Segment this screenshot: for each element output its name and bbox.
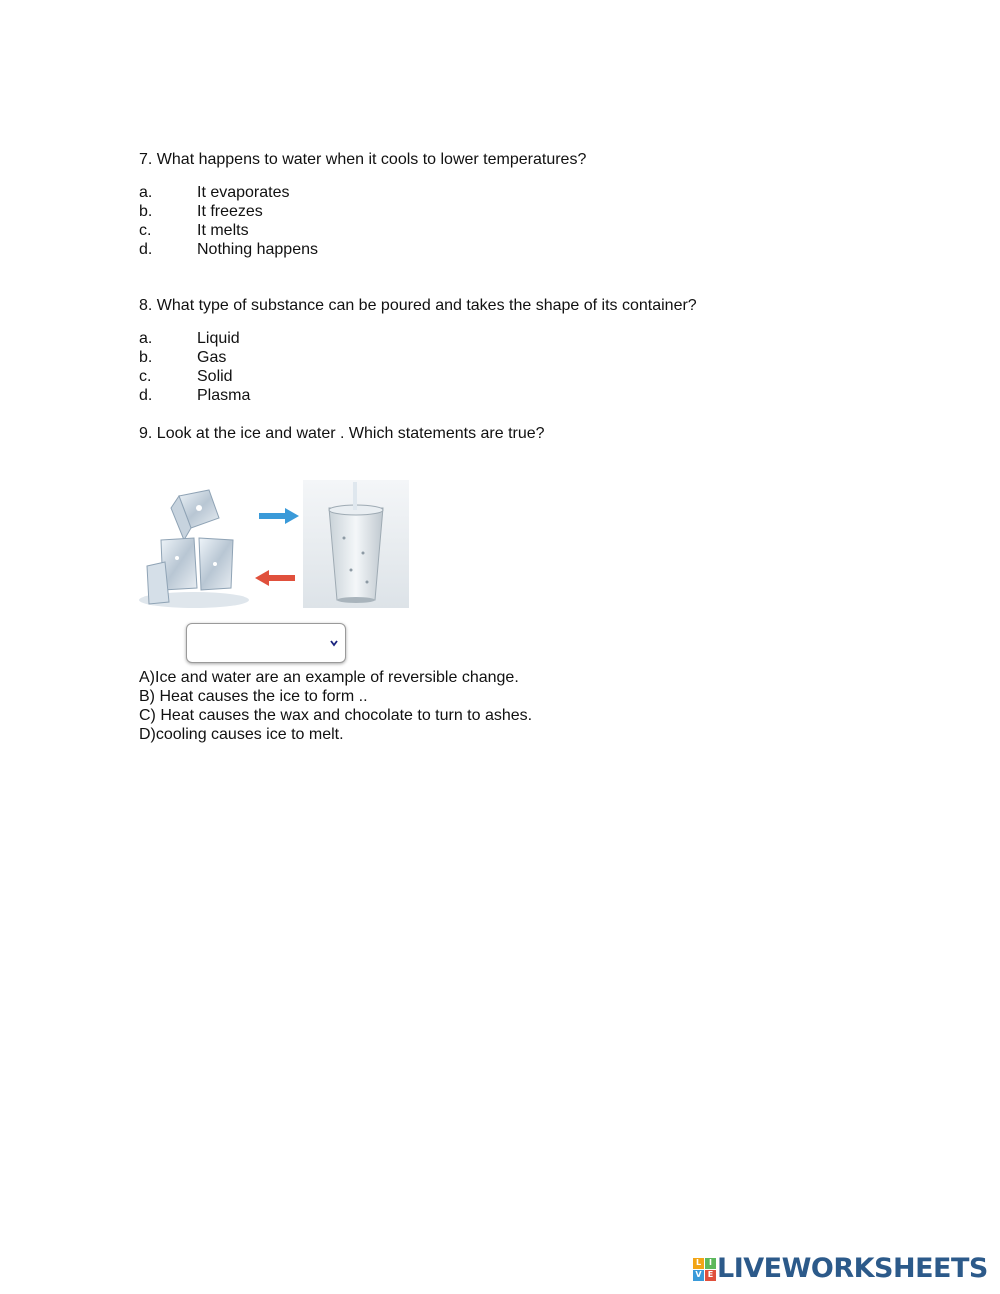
- q8-option-c: [139, 367, 233, 386]
- q7-option-c: [139, 221, 249, 240]
- logo-mark-letter: I: [705, 1258, 716, 1269]
- option-letter: d.: [139, 387, 153, 404]
- logo-mark-letter: V: [693, 1270, 704, 1281]
- option-letter: c.: [139, 368, 152, 385]
- option-letter: a.: [139, 330, 153, 347]
- option-letter: b.: [139, 349, 153, 366]
- option-text: It evaporates: [197, 184, 290, 201]
- logo-mark-icon: [693, 1258, 715, 1280]
- q9-answer-dropdown[interactable]: [186, 623, 346, 663]
- ice-water-image: [139, 478, 414, 613]
- q7-option-b: [139, 202, 263, 221]
- statement-d: D)cooling causes ice to melt.: [139, 726, 344, 743]
- option-text: Solid: [197, 368, 233, 385]
- logo-mark-letter: E: [705, 1270, 716, 1281]
- option-text: It freezes: [197, 203, 263, 220]
- option-text: It melts: [197, 222, 249, 239]
- chevron-down-icon[interactable]: [329, 638, 339, 648]
- option-letter: c.: [139, 222, 152, 239]
- option-text: Nothing happens: [197, 241, 318, 258]
- option-letter: b.: [139, 203, 153, 220]
- question-8-text: 8. What type of substance can be poured and takes the shape of its container?: [139, 297, 697, 314]
- statement-b: B) Heat causes the ice to form ..: [139, 688, 368, 705]
- question-9-text: 9. Look at the ice and water . Which statements are true?: [139, 425, 545, 442]
- option-text: Gas: [197, 349, 227, 366]
- logo-text: LIVEWORKSHEETS: [717, 1253, 988, 1284]
- q8-option-a: [139, 329, 240, 348]
- option-text: Plasma: [197, 387, 251, 404]
- q8-option-b: [139, 348, 226, 367]
- question-7-text: 7. What happens to water when it cools to lower temperatures?: [139, 151, 587, 168]
- liveworksheets-logo: [693, 1254, 988, 1284]
- logo-mark-letter: L: [693, 1258, 704, 1269]
- option-letter: a.: [139, 184, 153, 201]
- arrow-right-icon: [259, 508, 299, 524]
- option-text: Liquid: [197, 330, 240, 347]
- q7-option-d: [139, 240, 318, 259]
- arrow-left-icon: [255, 570, 295, 586]
- option-letter: d.: [139, 241, 153, 258]
- statement-c: C) Heat causes the wax and chocolate to turn to ashes.: [139, 707, 533, 724]
- q7-option-a: [139, 183, 290, 202]
- q8-option-d: [139, 386, 250, 405]
- statement-a: A)Ice and water are an example of reversible change.: [139, 669, 519, 686]
